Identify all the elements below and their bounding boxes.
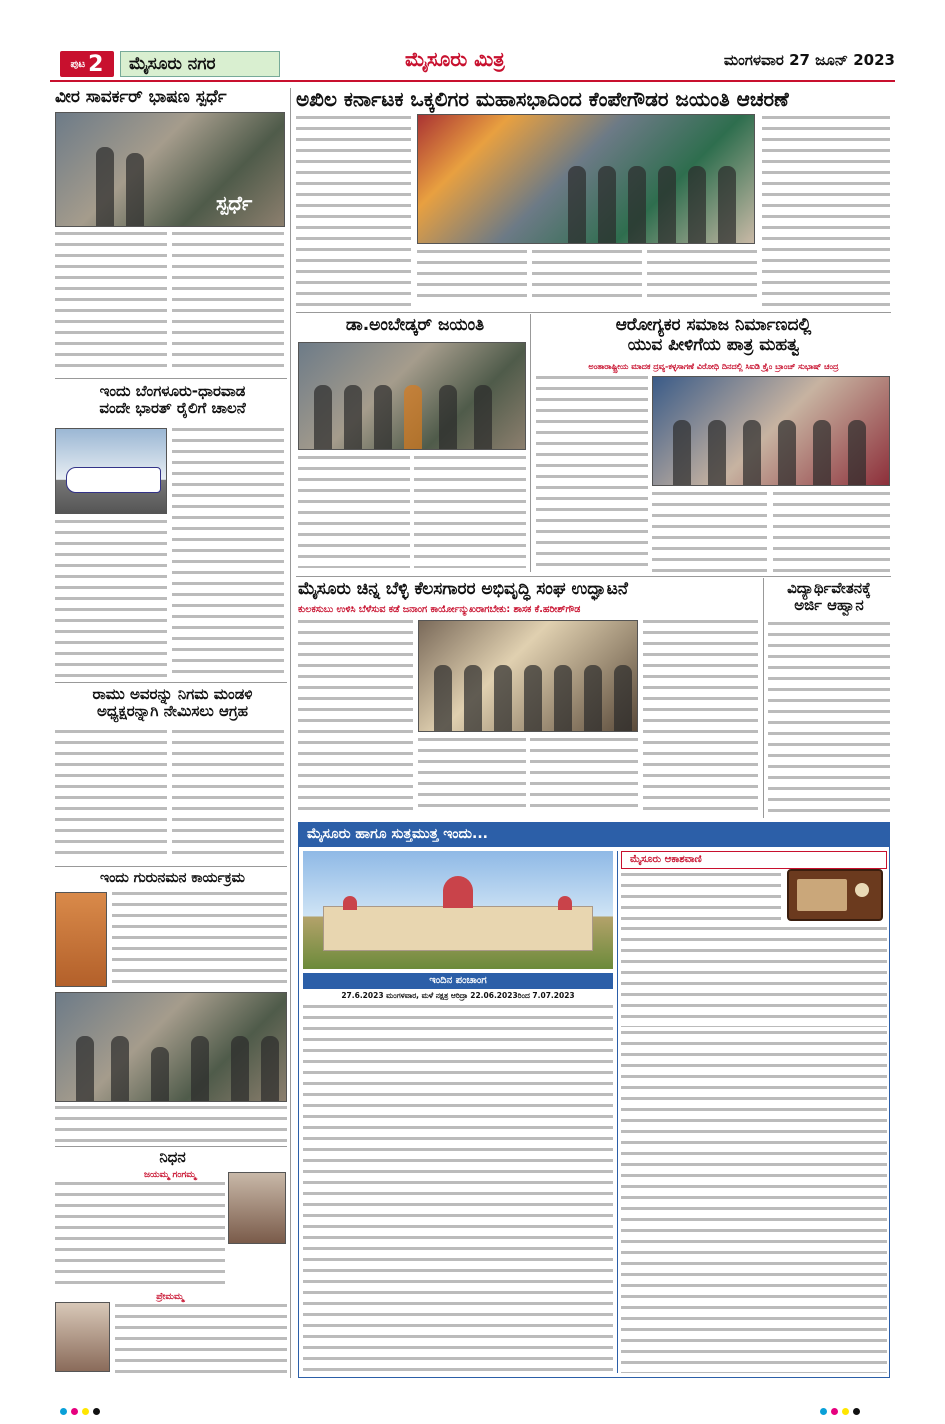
panchanga-details	[303, 1005, 613, 1021]
ramu-headline-line-1: ರಾಮು ಅವರನ್ನು ನಿಗಮ ಮಂಡಳಿ	[92, 685, 253, 703]
divider	[55, 682, 287, 683]
belli-text-col-2a	[418, 738, 526, 816]
savarkar-photo-text: ಸ್ಪರ್ಧೆ	[216, 191, 253, 215]
guru-text	[112, 892, 287, 987]
belli-text-col-1	[298, 620, 413, 815]
savarkar-headline: ವೀರ ಸಾವರ್ಕರ್ ಭಾಷಣ ಸ್ಪರ್ಧೆ	[55, 87, 227, 107]
obituary-text-2	[115, 1304, 287, 1374]
radio-speaker	[797, 879, 847, 911]
okkaliga-text-col-3	[532, 250, 642, 308]
okkaliga-headline: ಅಖಿಲ ಕರ್ನಾಟಕ ಒಕ್ಕಲಿಗರ ಮಹಾಸಭಾದಿಂದ ಕೆಂಪೇಗೌಡರ ಜಯಂತಿ ಆಚರಣೆ	[296, 87, 789, 111]
meeting-caption	[55, 1106, 287, 1142]
divider	[55, 1146, 287, 1147]
ambedkar-headline: ಡಾ.ಅಂಬೇಡ್ಕರ್ ಜಯಂತಿ	[345, 315, 485, 335]
arogya-headline-line-1: ಆರೋಗ್ಯಕರ ಸಮಾಜ ನಿರ್ಮಾಣದಲ್ಲಿ	[615, 315, 812, 335]
column-rule	[290, 88, 291, 1378]
ambedkar-text-col-1	[298, 456, 410, 568]
page-label: ಪುಟ	[70, 58, 86, 70]
kempegowda-celebration-photo	[417, 114, 755, 244]
akashavani-title: ಮೈಸೂರು ಆಕಾಶವಾಣಿ	[621, 851, 887, 869]
arogya-text-col-1	[536, 376, 648, 571]
obituary-photo-1	[228, 1172, 286, 1244]
savarkar-text-col-2	[172, 232, 284, 372]
ramu-headline	[55, 686, 290, 721]
scholarship-headline	[768, 580, 890, 615]
obituary-name-1: ಜಯಮ್ಮ ಗಂಗಮ್ಮ	[143, 1170, 197, 1180]
mysore-palace-photo	[303, 851, 613, 969]
nidhana-headline: ನಿಧನ	[159, 1148, 186, 1166]
column-rule	[530, 314, 531, 572]
belli-text-col-3	[643, 620, 758, 815]
okkaliga-text-col-1	[296, 116, 411, 306]
scholarship-text	[768, 622, 890, 817]
palace-dome	[443, 876, 473, 908]
divider	[55, 378, 287, 379]
issue-date: ಮಂಗಳವಾರ 27 ಜೂನ್ 2023	[723, 51, 895, 69]
belli-inauguration-photo	[418, 620, 638, 732]
vande-text-col-2	[172, 428, 284, 678]
radio-icon	[787, 869, 883, 921]
okkaliga-text-col-5	[762, 116, 890, 308]
ambedkar-photo	[298, 342, 526, 450]
divider	[296, 312, 891, 313]
arogya-headline-line-2: ಯುವ ಪೀಳಿಗೆಯ ಪಾತ್ರ ಮಹತ್ವ	[627, 334, 800, 355]
arogya-subhead: ಅಂತಾರಾಷ್ಟ್ರೀಯ ಮಾದಕ ದ್ರವ್ಯ-ಕಳ್ಳಸಾಗಣೆ ವಿರೋಧಿ ದಿನದಲ್ಲಿ ಸಿಐಡಿ ಕ್ರೈಂ ಬ್ರಾಂಚ್ ಸುಭಾಷ್ ಚಂದ್ರ	[588, 362, 839, 371]
page-number-badge	[60, 51, 114, 77]
guru-headline: ಇಂದು ಗುರುನಮನ ಕಾರ್ಯಕ್ರಮ	[99, 870, 245, 886]
palace-body	[323, 906, 593, 951]
palace-turret	[558, 896, 572, 910]
registration-marks	[60, 1408, 100, 1415]
swamiji-photo	[55, 892, 107, 987]
events-box-title: ಮೈಸೂರು ಹಾಗೂ ಸುತ್ತಮುತ್ತ ಇಂದು...	[299, 823, 889, 847]
ramu-text-col-2	[172, 730, 284, 860]
train-photo	[55, 428, 167, 514]
events-box	[298, 822, 890, 1378]
events-list-left	[303, 1027, 613, 1373]
okkaliga-text-col-2	[417, 250, 527, 308]
column-rule	[763, 578, 764, 818]
page-header	[50, 45, 895, 81]
scholarship-headline-line-1: ವಿದ್ಯಾರ್ಥಿವೇತನಕ್ಕೆ	[787, 579, 871, 597]
belli-subhead: ಕುಲಕಸುಬು ಉಳಿಸಿ ಬೆಳೆಸುವ ಕಡೆ ಜನಾಂಗ ಕಾರ್ಯೋನ್ಮುಖರಾಗಬೇಕು: ಶಾಸಕ ಕೆ.ಹರೀಶ್‌ಗೌಡ	[298, 604, 581, 615]
vande-headline-line-2: ವಂದೇ ಭಾರತ್ ರೈಲಿಗೆ ಚಾಲನೆ	[99, 399, 246, 418]
ramu-text-col-1	[55, 730, 167, 860]
column-rule	[617, 851, 618, 1373]
arogya-headline	[536, 316, 891, 355]
arogya-text-col-3	[773, 492, 890, 572]
divider	[55, 866, 287, 867]
radio-knob	[855, 883, 869, 897]
ramu-headline-line-2: ಅಧ್ಯಕ್ಷರನ್ನಾಗಿ ನೇಮಿಸಲು ಆಗ್ರಹ	[96, 702, 249, 721]
akashavani-text-b	[621, 927, 887, 1027]
savarkar-photo	[55, 112, 285, 227]
ambedkar-text-col-2	[414, 456, 526, 568]
obituary-name-2: ಪ್ರೇಮಮ್ಮ	[156, 1292, 184, 1302]
vande-text-col-1	[55, 520, 167, 678]
section-label: ಮೈಸೂರು ನಗರ	[120, 51, 280, 77]
page-number: 2	[88, 51, 104, 77]
panchanga-title: ಇಂದಿನ ಪಂಚಾಂಗ	[303, 973, 613, 989]
header-rule	[50, 80, 895, 82]
arogya-text-col-2	[652, 492, 767, 572]
akashavani-text-a	[621, 873, 781, 925]
train-icon	[66, 467, 161, 493]
okkaliga-text-col-4	[647, 250, 757, 308]
belli-text-col-2b	[530, 738, 638, 816]
obituary-photo-2	[55, 1302, 110, 1372]
divider	[296, 576, 891, 577]
minister-meeting-photo	[55, 992, 287, 1102]
scholarship-headline-line-2: ಅರ್ಜಿ ಆಹ್ವಾನ	[794, 596, 864, 615]
vande-headline-line-1: ಇಂದು ಬೆಂಗಳೂರು-ಧಾರವಾಡ	[99, 382, 246, 400]
events-list-right	[621, 1031, 887, 1373]
vande-headline	[55, 383, 290, 418]
obituary-text-1	[55, 1182, 225, 1287]
arogya-photo	[652, 376, 890, 486]
palace-turret	[343, 896, 357, 910]
registration-marks	[820, 1408, 860, 1415]
belli-headline: ಮೈಸೂರು ಚಿನ್ನ ಬೆಳ್ಳಿ ಕೆಲಸಗಾರರ ಅಭಿವೃದ್ಧಿ ಸಂಘ ಉದ್ಘಾಟನೆ	[298, 579, 628, 599]
panchanga-line: 27.6.2023 ಮಂಗಳವಾರ, ಮಳೆ ನಕ್ಷತ್ರ ಆರಿದ್ರಾ 22.06.2023ರಿಂದ 7.07.2023	[341, 991, 575, 1000]
masthead: ಮೈಸೂರು ಮಿತ್ರ	[405, 47, 505, 71]
savarkar-text-col-1	[55, 232, 167, 372]
